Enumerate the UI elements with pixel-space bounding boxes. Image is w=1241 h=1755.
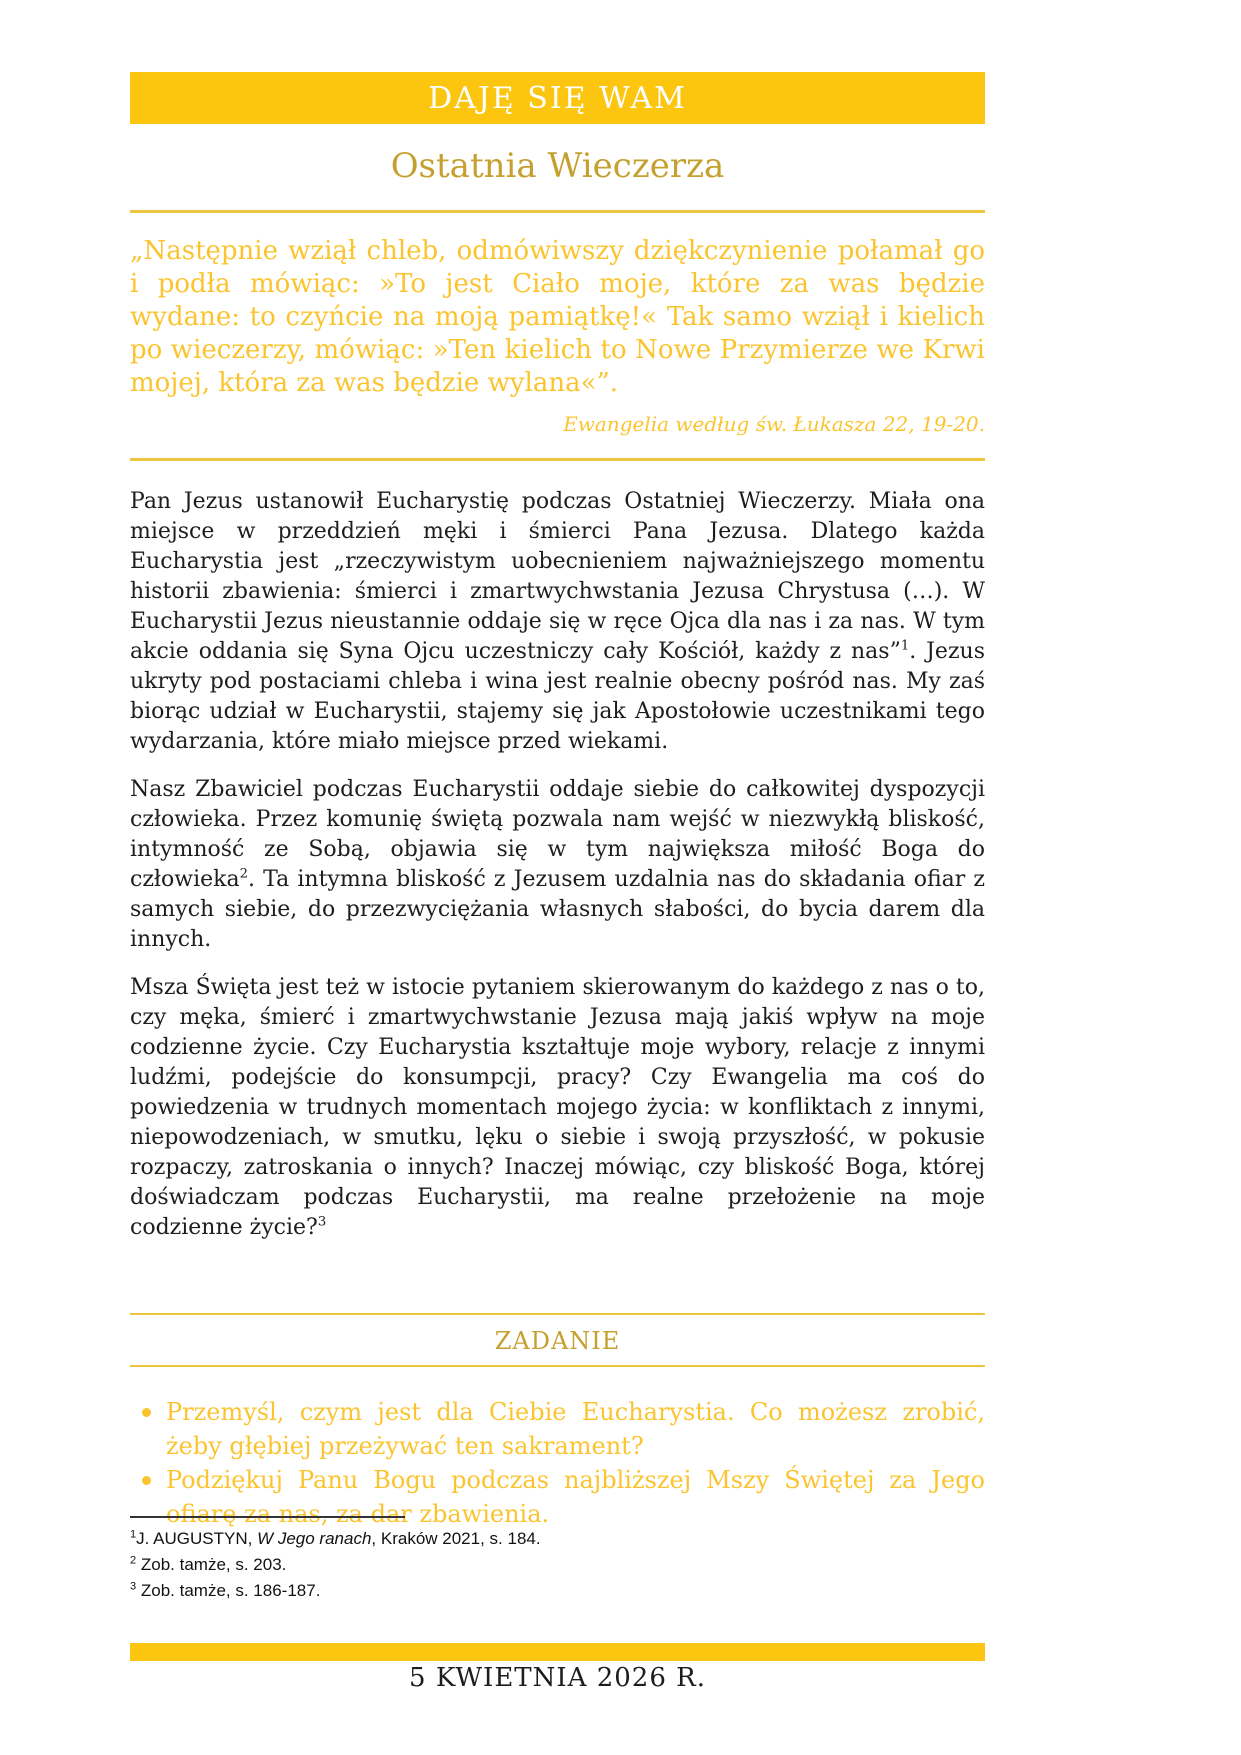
- divider-top: [130, 210, 985, 213]
- footnote-text: Zob. tamże, s. 186-187.: [136, 1581, 321, 1600]
- footnote-separator: [130, 1516, 405, 1518]
- footnotes: [130, 1526, 985, 1604]
- task-item-text: Przemyśl, czym jest dla Ciebie Eucharystia. Co możesz zrobić, żeby głębiej przeżywać ten sakrament?: [166, 1398, 985, 1460]
- paragraph: [130, 487, 985, 757]
- footnote: [130, 1552, 985, 1578]
- divider-zadanie-bottom: [130, 1365, 985, 1367]
- task-list: [130, 1395, 985, 1531]
- footnote-text: , Kraków 2021, s. 184.: [371, 1529, 541, 1548]
- footnote: [130, 1578, 985, 1604]
- footer-date: 5 KWIETNIA 2026 R.: [409, 1663, 706, 1693]
- footer-bar: [130, 1643, 985, 1661]
- footnote-ref: 3: [317, 1214, 327, 1230]
- quote-attribution: Ewangelia według św. Łukasza 22, 19-20.: [563, 412, 985, 436]
- task-item: [130, 1395, 985, 1463]
- footnote: [130, 1526, 985, 1552]
- footnote-ref: 1: [900, 638, 910, 654]
- header-banner: [130, 72, 985, 124]
- gospel-quote: „Następnie wziął chleb, odmówiwszy dziękczynienie połamał go i podła mówiąc: »To jest Ciało moje, które za was będzie wydane: to czyńcie na moją pamiątkę!« Tak samo wziął i kielich po wieczerzy, mówiąc: »Ten kielich to Nowe Przymierze we Krwi mojej, która za was będzie wylana«”.: [130, 236, 985, 398]
- footnote-number: 2: [130, 1554, 137, 1567]
- paragraph: [130, 775, 985, 955]
- zadanie-heading: ZADANIE: [494, 1327, 621, 1355]
- task-item-text: Podziękuj Panu Bogu podczas najbliższej Mszy Świętej za Jego ofiarę za nas, za dar zbawienia.: [166, 1466, 985, 1528]
- paragraph-text: Msza Święta jest też w istocie pytaniem skierowanym do każdego z nas o to, czy męka, śmierć i zmartwychwstanie Jezusa mają jakiś wpływ na moje codzienne życie. Czy Eucharystia kształtuje moje wybory, relacje z innymi ludźmi, podejście do konsumpcji, pracy? Czy Ewangelia ma coś do powiedzenia w trudnych momentach mojego życia: w konfliktach z innymi, niepowodzeniach, w smutku, lęku o siebie i swoją przyszłość, w pokusie rozpaczy, zatroskania o innych? Inaczej mówiąc, czy bliskość Boga, której doświadczam podczas Eucharystii, ma realne przełożenie na moje codzienne życie?: [130, 975, 985, 1240]
- paragraph-text: . Ta intymna bliskość z Jezusem uzdalnia nas do składania ofiar z samych siebie, do przezwyciężania własnych słabości, do bycia darem dla innych.: [130, 867, 985, 952]
- footnote-text: Zob. tamże, s. 203.: [136, 1555, 287, 1574]
- footnote-number: 1: [130, 1528, 137, 1541]
- paragraph-text: Pan Jezus ustanowił Eucharystię podczas Ostatniej Wieczerzy. Miała ona miejsce w przeddzień męki i śmierci Pana Jezusa. Dlatego każda Eucharystia jest „rzeczywistym uobecnieniem najważniejszego momentu historii zbawienia: śmierci i zmartwychwstania Jezusa Chrystusa (…). W Eucharystii Jezus nieustannie oddaje się w ręce Ojca dla nas i za nas. W tym akcie oddania się Syna Ojcu uczestniczy cały Kościół, każdy z nas”: [130, 489, 985, 664]
- footnote-book-title: W Jego ranach: [257, 1529, 372, 1548]
- page-title: Ostatnia Wieczerza: [390, 146, 725, 186]
- task-item: [130, 1463, 985, 1531]
- banner-title: DAJĘ SIĘ WAM: [428, 80, 687, 116]
- paragraph: [130, 973, 985, 1243]
- divider-after-quote: [130, 458, 985, 461]
- footnote-ref: 2: [239, 866, 249, 882]
- paragraph-text: . Jezus ukryty pod postaciami chleba i wina jest realnie obecny pośród nas. My zaś biorąc udział w Eucharystii, stajemy się jak Apostołowie uczestnikami tego wydarzania, które miało miejsce przed wiekami.: [130, 639, 985, 754]
- footnote-number: 3: [130, 1580, 137, 1593]
- paragraph-text: Nasz Zbawiciel podczas Eucharystii oddaje siebie do całkowitej dyspozycji człowieka. Przez komunię świętą pozwala nam wejść w niezwykłą bliskość, intymność ze Sobą, objawia się w tym największa miłość Boga do człowieka: [130, 777, 985, 892]
- footnote-text: J. AUGUSTYN,: [136, 1529, 258, 1548]
